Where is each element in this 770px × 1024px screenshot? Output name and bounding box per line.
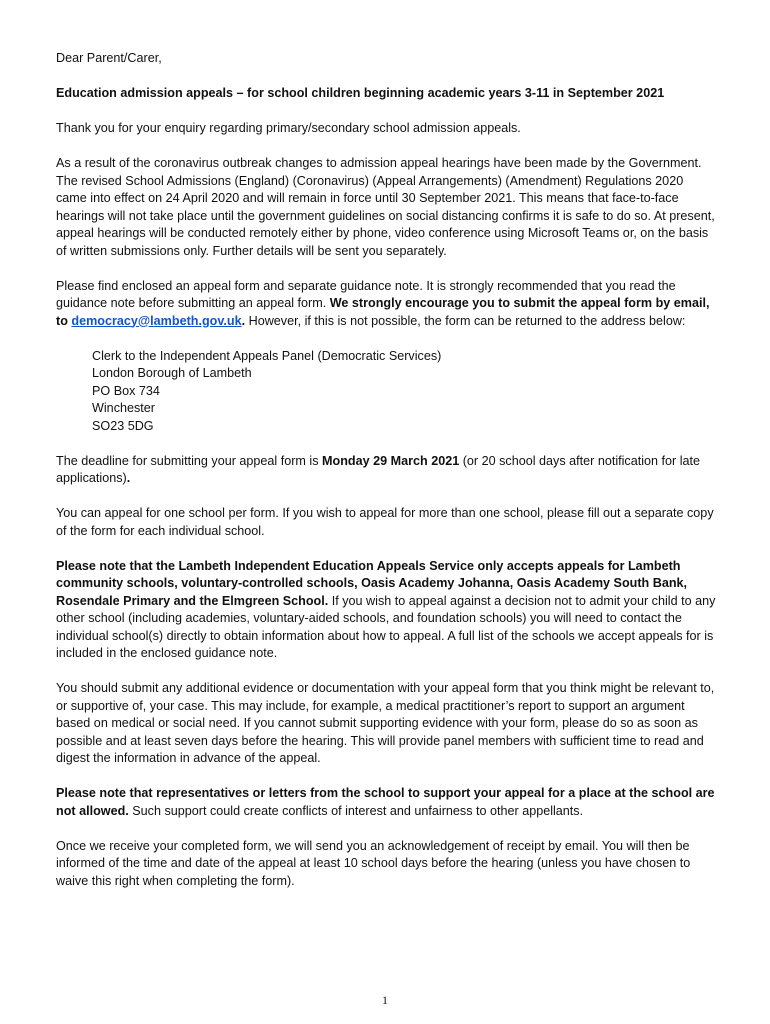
appeal-form-text: Please find enclosed an appeal form and separate guidance note. It is strongly recommended that you read the guidance note before submitting an appeal form. — [56, 278, 676, 310]
eligible-schools-text: If you wish to appeal against a decision not to admit your child to any other school (including academies, voluntary-aided schools, and foundation schools) you will need to contact the individual school(s) directly to obtain information about how to appeal. A full list of the schools we accept appeals for is included in the enclosed guidance note. — [56, 593, 716, 660]
deadline-note: (or 20 school days after notification for late applications) — [56, 453, 701, 485]
paragraph-representatives — [56, 785, 716, 820]
postal-address — [92, 348, 716, 436]
page-number: 1 — [382, 993, 388, 1007]
representatives-note: Please note that representatives or letters from the school to support your appeal for a place at the school are not allowed. — [56, 786, 715, 818]
paragraph-enquiry: Thank you for your enquiry regarding primary/secondary school admission appeals. — [56, 121, 521, 135]
address-line: SO23 5DG — [92, 418, 154, 433]
address-line: Clerk to the Independent Appeals Panel (Democratic Services) — [92, 348, 442, 363]
representatives-text: Such support could create conflicts of interest and unfairness to other appellants. — [128, 803, 584, 818]
deadline-text: The deadline for submitting your appeal form is — [56, 453, 323, 468]
deadline-period: . — [126, 471, 131, 485]
salutation: Dear Parent/Carer, — [56, 51, 162, 65]
paragraph-one-school: You can appeal for one school per form. If you wish to appeal for more than one school, please fill out a separate copy of the form for each individual school. — [56, 506, 714, 538]
eligible-schools-note: Please note that the Lambeth Independent Education Appeals Service only accepts appeals for Lambeth community schools, voluntary-controlled schools, Oasis Academy Johanna, Oasis Academy South Bank, Rosendale Primary and the Elmgreen School. — [56, 558, 688, 608]
paragraph-acknowledgement: Once we receive your completed form, we will send you an acknowledgement of receipt by email. You will then be informed of the time and date of the appeal at least 10 school days before the hearing (unless you have chosen to waive this right when completing the form). — [56, 838, 691, 888]
paragraph-eligible-schools — [56, 558, 716, 663]
appeal-form-period: . — [241, 313, 246, 328]
address-line: PO Box 734 — [92, 383, 160, 398]
appeal-form-email-instruction: We strongly encourage you to submit the appeal form by email, to — [56, 296, 710, 328]
deadline-date: Monday 29 March 2021 — [322, 453, 460, 468]
paragraph-appeal-form — [56, 278, 716, 331]
address-line: Winchester — [92, 401, 155, 415]
letter-heading: Education admission appeals – for school children beginning academic years 3-11 in September 2021 — [56, 86, 665, 100]
paragraph-deadline — [56, 453, 716, 488]
address-line: London Borough of Lambeth — [92, 366, 252, 380]
email-link[interactable]: democracy@lambeth.gov.uk — [71, 313, 242, 328]
letter-body — [56, 50, 716, 908]
appeal-form-alternative: However, if this is not possible, the form can be returned to the address below: — [245, 313, 686, 328]
paragraph-coronavirus: As a result of the coronavirus outbreak changes to admission appeal hearings have been made by the Government. The revised School Admissions (England) (Coronavirus) (Appeal Arrangements) (Amendment) Regulations 2020 came into effect on 24 April 2020 and will remain in force until 30 September 2021. This means that face-to-face hearings will not take place until the government guidelines on social distancing confirms it is safe to do so. At present, appeal hearings will be conducted remotely either by phone, video conference using Microsoft Teams or, on the basis of written submissions only. Further details will be sent you separately. — [56, 156, 715, 258]
paragraph-evidence: You should submit any additional evidence or documentation with your appeal form that you think might be relevant to, or supportive of, your case. This may include, for example, a medical practitioner’s report to support an argument based on medical or social need. If you cannot submit supporting evidence with your form, please do so as soon as possible and at least seven days before the hearing. This will provide panel members with sufficient time to read and digest the information in advance of the appeal. — [56, 681, 715, 765]
